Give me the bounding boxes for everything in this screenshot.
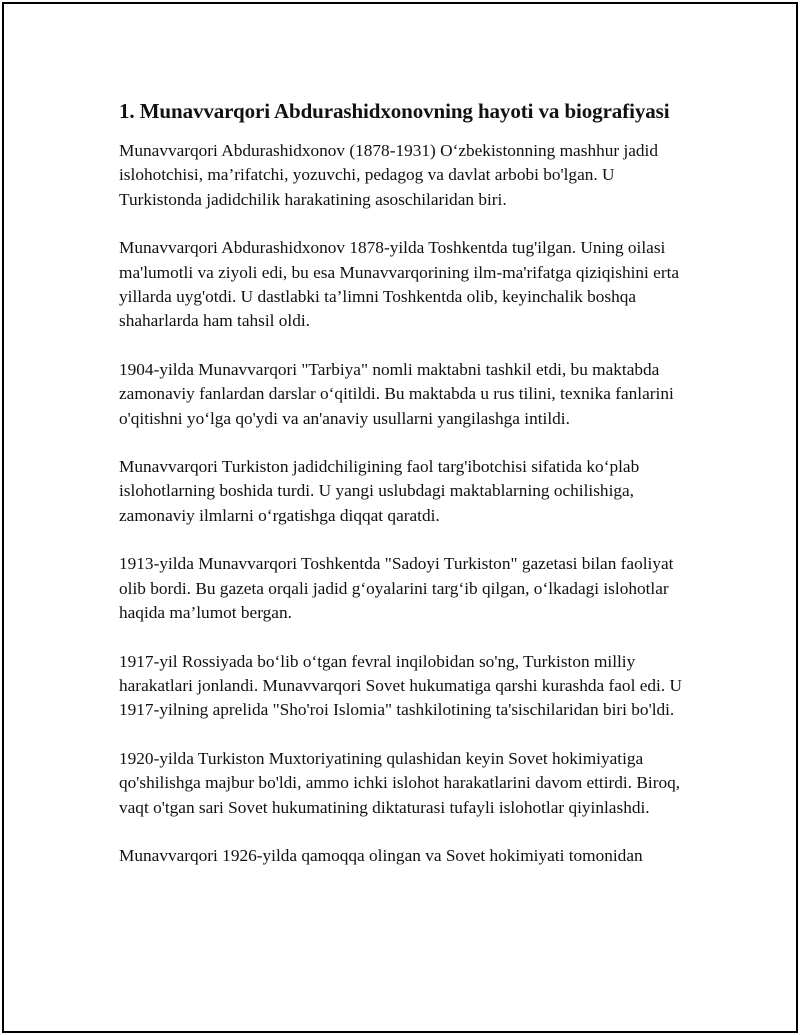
document-title: 1. Munavvarqori Abdurashidxonovning hayoti va biografiyasi	[119, 99, 670, 123]
paragraph-arrest: Munavvarqori 1926-yilda qamoqqa olingan va Sovet hokimiyati tomonidan	[119, 845, 643, 865]
paragraph-jadid-activity: Munavvarqori Turkiston jadidchiligining faol targ'ibotchisi sifatida ko‘plab islohotlarning boshida turdi. U yangi uslubdagi maktablarning ochilishiga, zamonaviy ilmlarni o‘rgatishga diqqat qaratdi.	[119, 457, 640, 525]
paragraph-intro: Munavvarqori Abdurashidxonov (1878-1931) O‘zbekistonning mashhur jadid islohotchisi, ma’rifatchi, yozuvchi, pedagog va davlat arbobi bo'lgan. U Turkistonda jadidchilik harakatining asoschilaridan biri.	[119, 141, 658, 209]
paragraph-1917: 1917-yil Rossiyada bo‘lib o‘tgan fevral inqilobidan so'ng, Turkiston milliy harakatlari jonlandi. Munavvarqori Sovet hukumatiga qarshi kurashda faol edi. U 1917-yilning aprelida "Sho'roi Islomia" tashkilotining ta'sischilaridan biri bo'ldi.	[119, 651, 682, 720]
paragraph-newspaper: 1913-yilda Munavvarqori Toshkentda "Sadoyi Turkiston" gazetasi bilan faoliyat olib bordi. Bu gazeta orqali jadid g‘oyalarini targ‘ib qilgan, o‘lkadagi islohotlar haqida ma’lumot bergan.	[119, 554, 674, 623]
paragraph-1920: 1920-yilda Turkiston Muxtoriyatining qulashidan keyin Sovet hokimiyatiga qo'shilishga majbur bo'ldi, ammo ichki islohot harakatlarini davom ettirdi. Biroq, vaqt o'tgan sari Sovet hukumatining diktaturasi tufayli islohotlar qiyinlashdi.	[119, 748, 681, 817]
document-page	[2, 2, 798, 1033]
paragraph-tarbiya-school: 1904-yilda Munavvarqori "Tarbiya" nomli maktabni tashkil etdi, bu maktabda zamonaviy fanlardan darslar o‘qitildi. Bu maktabda u rus tilini, texnika fanlarini o'qitishni yo‘lga qo'ydi va an'anaviy usullarni yangilashga intildi.	[119, 359, 674, 428]
paragraph-birth: Munavvarqori Abdurashidxonov 1878-yilda Toshkentda tug'ilgan. Uning oilasi ma'lumotli va ziyoli edi, bu esa Munavvarqorining ilm-ma'rifatga qiziqishini erta yillarda uyg'otdi. U dastlabki ta’limni Toshkentda olib, keyinchalik boshqa shaharlarda ham tahsil oldi.	[119, 238, 680, 331]
document-content	[119, 97, 689, 892]
